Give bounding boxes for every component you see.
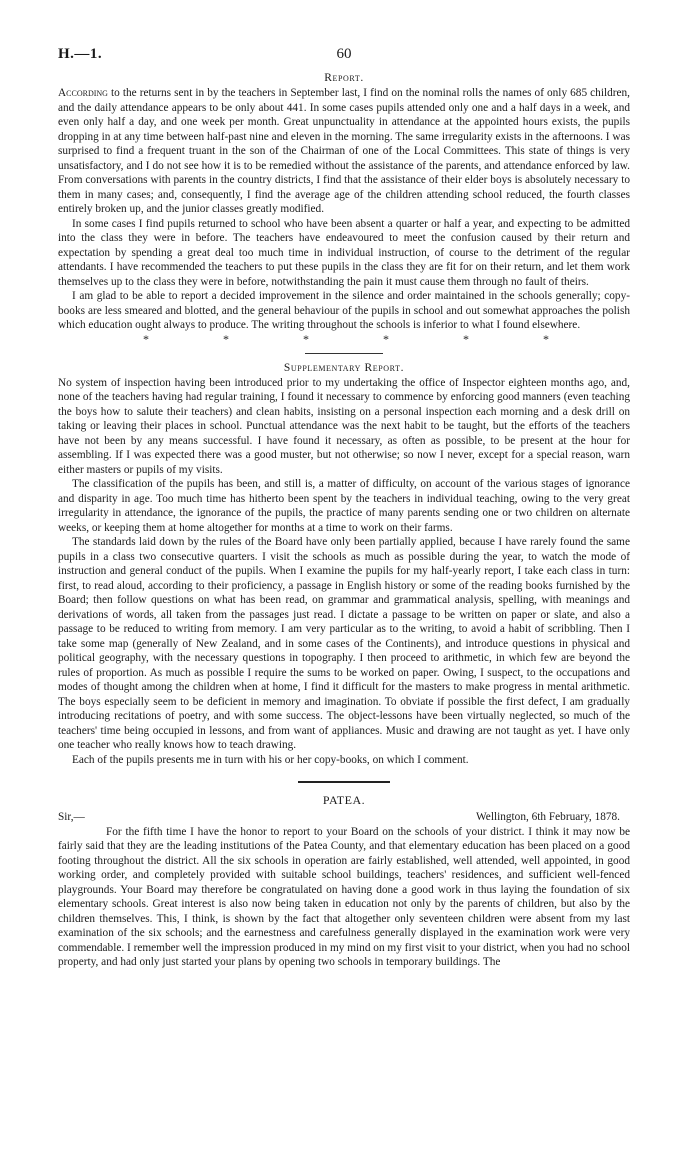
divider-rule: [305, 353, 383, 354]
star-separator: *: [303, 331, 309, 346]
place-and-date: Wellington, 6th February, 1878.: [476, 811, 620, 823]
page-number: 60: [336, 46, 352, 62]
divider-rule-heavy: [298, 781, 390, 783]
supplementary-report-title: Supplementary Report.: [283, 361, 405, 374]
star-separator: *: [463, 331, 469, 346]
report-paragraph-1-text: to the returns sent in by the teachers in September last, I find on the nominal rolls the names of only 685 children, and the daily attendance appears to be only about 441. In some cases pupils attended only one and a half days in a week, and even only half a day, and one week per month. Great unpunctuality in attendance at the appointed hours exists, the pupils dropping in at any time between half-past nine and eleven in the morning. The same irregularity exists in the afternoons. I was surprised to find a frequent truant in the son of the Chairman of one of the Local Committees. This state of things is very unsatisfactory, and I do not see how it is to be remedied without the assistance of the parents, and attendance enforced by law. From conversations with parents in the country districts, I find that the assistance of their elder boys is absolutely necessary to them in many cases; and, consequently, I find the average age of the children attending school reduced, the fourth classes entirely broken up, and the junior classes greatly modified.: [58, 87, 630, 215]
supplementary-paragraph-2: The classification of the pupils has been, and still is, a matter of difficulty, on account of the various stages of ignorance and disparity in age. Too much time has hitherto been spent by the teachers in individual teaching, owing to the very great irregularity in attendance, the ignorance of the pupils, the practice of many parents sending one or two children on alternate weeks, or keeping them at home altogether for months at a time to work on their farms.: [58, 478, 630, 534]
star-separator: *: [543, 331, 549, 346]
letter-heading: [58, 810, 630, 825]
supplementary-paragraph-3: The standards laid down by the rules of the Board have only been partially applied, because I have rarely found the same pupils in a class two consecutive quarters. I visit the schools as much as possible during the year, to watch the mode of instruction and general conduct of the pupils. When I examine the pupils for my half-yearly report, I take each class in turn: first, to read aloud, according to their proficiency, a passage in English history or some of the reading books furnished by the Board; then follow questions on what has been read, on grammar and grammatical analysis, spelling, with meanings and derivations of words, all taken from the passages just read. I dictate a passage to be written on paper or slate, and also a passage to be reduced to writing from memory. I am very particular as to the writing, to avoid a habit of scribbling. Then I take some map (generally of New Zealand, and in some cases of the Continents), and introduce questions in physical and political geography, with the necessary questions in topography. I then proceed to arithmetic, in which few are beyond the rules of proportion. As much as possible I require the sums to be worked on paper. Owing, I suspect, to the occupations and modes of thought among the children when at home, I find it difficult for the masters to make progress in mental arithmetic. The boys especially seem to be deficient in memory and imagination. To obviate if possible the first defect, I am gradually introducing recitations of poetry, and with some success. The object-lessons have been virtually neglected, so much of the teachers' time being occupied in lessons, and from want of appliances. Music and drawing are not taught as yet. I have only one teacher who really knows how to teach drawing.: [58, 536, 630, 751]
report-lead-word: According: [58, 87, 108, 99]
report-paragraph-1: [58, 86, 630, 217]
page-header: [58, 46, 630, 70]
star-separator: *: [383, 331, 389, 346]
supplementary-paragraph-4: Each of the pupils presents me in turn with his or her copy-books, on which I comment.: [72, 753, 469, 766]
supplementary-paragraph-1: No system of inspection having been introduced prior to my undertaking the office of Inspector eighteen months ago, and, none of the teachers having had regular training, I found it necessary to commence by enforcing good manners (even teaching the boys how to salute their teachers) and clean habits, insisting on a personal inspection each morning and a desk drill on taking or leaving their places in school. Punctual attendance was the next habit to be taught, but the efforts of the teachers have not been by any means successful. I have found it necessary, as often as possible, to be present at the hour for assembling. If I was expected there was a good muster, but not otherwise; so now I never, except for a special reason, warn either masters or pupils of my visits.: [58, 376, 630, 476]
report-title: Report.: [324, 72, 364, 84]
section-code: H.—1.: [58, 46, 103, 62]
report-paragraph-3: I am glad to be able to report a decided improvement in the silence and order maintained in the schools generally; copy-books are less smeared and blotted, and the general behaviour of the pupils in school and out somewhat approaches the polish which education ought always to produce. The writing throughout the schools is inferior to what I found elsewhere.: [58, 290, 630, 331]
star-separator: *: [143, 331, 149, 346]
salutation: Sir,—: [58, 811, 85, 823]
patea-paragraph: For the fifth time I have the honor to report to your Board on the schools of your district. I think it may now be fairly said that they are the leading institutions of the Patea County, and that elementary education has been placed on a good footing throughout the district. All the six schools in operation are fairly established, well attended, well appointed, in good working order, and completely provided with suitable school buildings, teachers' residences, and sufficient well-fenced playgrounds. Your Board may therefore be congratulated on having done a good work in thus laying the foundation of six elementary schools. Great interest is also now being taken in education not only by the parents of children, but also by the children themselves. This, I think, is shown by the fact that altogether only seventeen children were absent from my last examination of the six schools; and the earnestness and carefulness generally displayed in the examination work were very commendable. I remember well the impression produced in my mind on my first visit to your district, when you had no school property, and had only just started your plans by opening two schools in temporary buildings. The: [58, 825, 630, 968]
section-break-stars: [58, 333, 630, 345]
report-paragraph-2: In some cases I find pupils returned to school who have been absent a quarter or half a year, and expecting to be admitted into the class they were in before. The teachers have endeavoured to meet the confusion caused by their return and expectation by spending a great deal too much time in individual instruction, of course to the detriment of the regular attendants. I have recommended the teachers to put these pupils in the class they are fit for on their return, and let them work themselves up to the class they were in before, notwithstanding the pain it must cause them through no fault of theirs.: [58, 217, 630, 288]
document-page: [58, 46, 630, 970]
star-separator: *: [223, 331, 229, 346]
patea-title: PATEA.: [322, 793, 366, 807]
